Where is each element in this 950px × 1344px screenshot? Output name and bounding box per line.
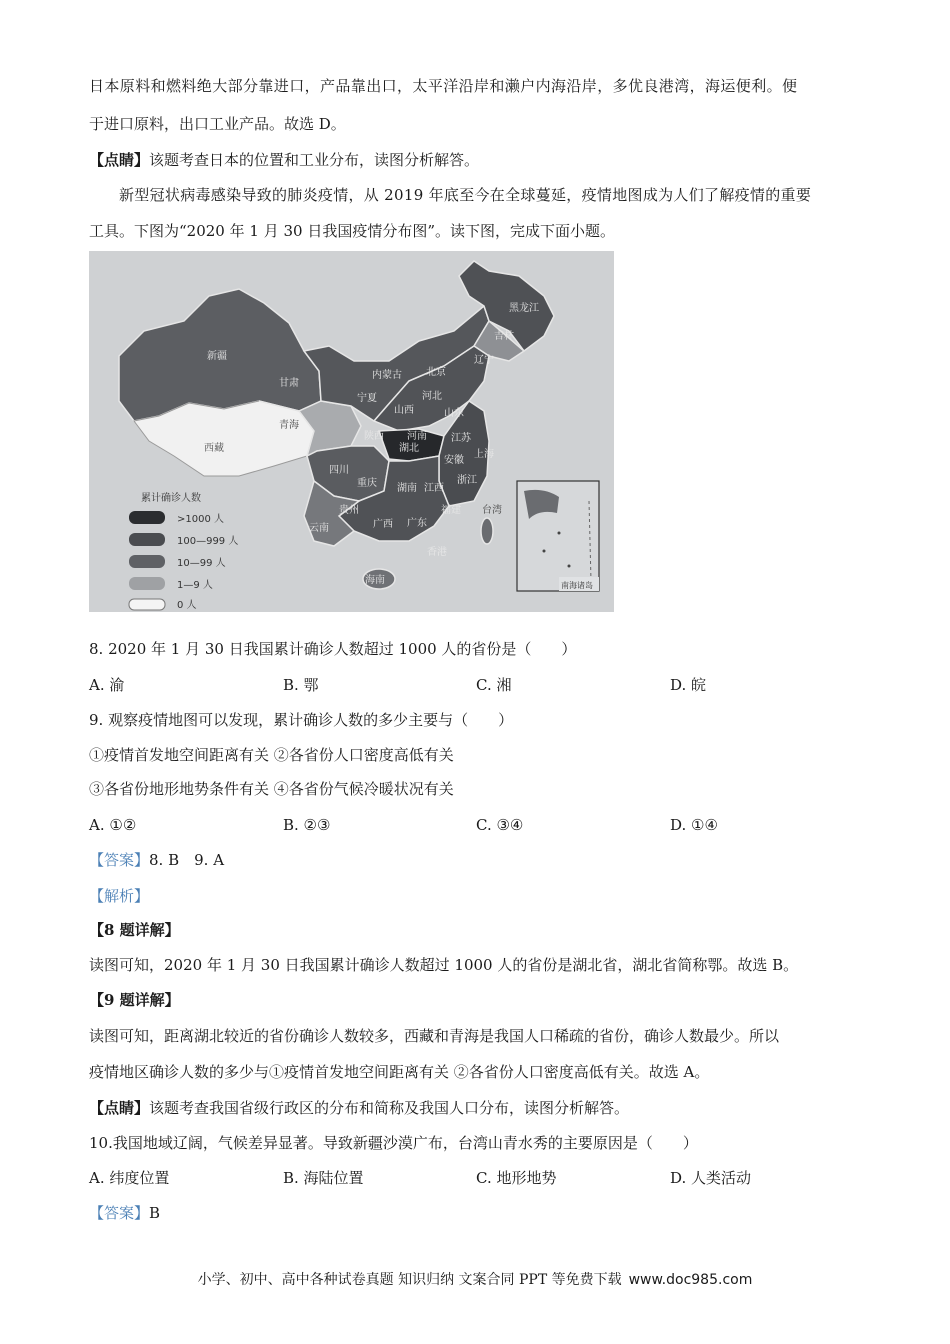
map-label: 重庆 (357, 478, 377, 489)
q9-option-d: D. ①④ (670, 816, 718, 834)
question-8-stem: 8. 2020 年 1 月 30 日我国累计确诊人数超过 1000 人的省份是（ ） (89, 640, 577, 658)
legend-swatch (129, 511, 165, 524)
legend-label: 100—999 人 (177, 536, 239, 547)
q9-option-a: A. ①② (89, 816, 137, 834)
answer-tag: 【答案】 (89, 851, 150, 869)
q10-option-b: B. 海陆位置 (283, 1169, 364, 1187)
detail-8-text: 读图可知，2020 年 1 月 30 日我国累计确诊人数超过 1000 人的省份是湖北省，湖北省简称鄂。故选 B。 (89, 956, 799, 974)
q8-option-d: D. 皖 (670, 676, 707, 694)
map-label: 河南 (407, 431, 427, 442)
map-label: 内蒙古 (372, 370, 402, 381)
map-label: 青海 (279, 420, 299, 431)
epidemic-map-figure (89, 251, 614, 612)
map-label: 新疆 (207, 351, 227, 362)
map-label: 广西 (373, 519, 393, 530)
intro-line: 工具。下图为“2020 年 1 月 30 日我国疫情分布图”。读下图，完成下面小题。 (89, 222, 615, 240)
answer-text: B (149, 1204, 161, 1222)
point-note (89, 150, 479, 170)
map-label: 山东 (444, 408, 464, 419)
point-tag: 【点睛】 (89, 1099, 150, 1117)
intro-line: 新型冠状病毒感染导致的肺炎疫情，从 2019 年底至今在全球蔓延，疫情地图成为人们了解疫情的重要 (119, 186, 812, 204)
map-label: 湖南 (397, 483, 417, 494)
point-text: 该题考查日本的位置和工业分布，读图分析解答。 (149, 151, 480, 169)
answer-tag: 【答案】 (89, 1204, 150, 1222)
map-label: 江苏 (451, 433, 471, 444)
legend-swatch (129, 533, 165, 546)
map-label: 江西 (424, 483, 444, 494)
footer-text: 小学、初中、高中各种试卷真题 知识归纳 文案合同 PPT 等免费下载 (197, 1272, 622, 1288)
map-label: 浙江 (457, 475, 477, 486)
legend-label: 0 人 (177, 600, 197, 611)
footer-link[interactable]: www.doc985.com (628, 1272, 753, 1288)
detail-9-text: 读图可知，距离湖北较近的省份确诊人数较多，西藏和青海是我国人口稀疏的省份，确诊人数最少。所以 (89, 1027, 780, 1045)
answer-line (89, 1203, 160, 1223)
map-label: 云南 (309, 523, 329, 534)
q9-option-b: B. ②③ (283, 816, 331, 834)
detail-8-heading (89, 920, 180, 940)
paragraph-line: 日本原料和燃料绝大部分靠进口，产品靠出口，太平洋沿岸和濑户内海沿岸，多优良港湾，海运便利。便 (89, 77, 798, 95)
map-label: 广东 (407, 518, 427, 529)
paragraph-line: 于进口原料，出口工业产品。故选 D。 (89, 115, 346, 133)
map-label: 台湾 (482, 505, 502, 516)
legend-swatch (129, 555, 165, 568)
map-label: 湖北 (399, 443, 419, 454)
analysis-tag: 【解析】 (89, 887, 150, 905)
china-map (89, 251, 614, 612)
answer-text: 8. B 9. A (149, 851, 225, 869)
map-label: 河北 (422, 391, 442, 402)
q10-option-d: D. 人类活动 (670, 1169, 752, 1187)
q9-statement-line: ①疫情首发地空间距离有关 ②各省份人口密度高低有关 (89, 746, 454, 764)
q8-option-c: C. 湘 (476, 676, 512, 694)
page-footer (0, 1270, 950, 1290)
map-label: 四川 (329, 465, 349, 476)
south-china-sea-inset (517, 481, 599, 591)
q8-option-b: B. 鄂 (283, 676, 319, 694)
legend-swatch (129, 599, 165, 610)
q9-statement-line: ③各省份地形地势条件有关 ④各省份气候冷暖状况有关 (89, 780, 454, 798)
map-label: 山西 (394, 405, 414, 416)
map-label: 贵州 (339, 505, 359, 516)
q10-option-a: A. 纬度位置 (89, 1169, 170, 1187)
map-label: 黑龙江 (509, 303, 539, 314)
detail-9-tag: 【9 题详解】 (89, 991, 180, 1009)
map-label: 北京 (426, 367, 446, 378)
legend-title: 累计确诊人数 (141, 493, 201, 504)
point-tag: 【点睛】 (89, 151, 150, 169)
q8-option-a: A. 渝 (89, 676, 125, 694)
legend-label: 1—9 人 (177, 580, 213, 591)
analysis-line (89, 886, 149, 906)
detail-9-text: 疫情地区确诊人数的多少与①疫情首发地空间距离有关 ②各省份人口密度高低有关。故选 A。 (89, 1063, 710, 1081)
point-text: 该题考查我国省级行政区的分布和简称及我国人口分布，读图分析解答。 (149, 1099, 630, 1117)
detail-8-tag: 【8 题详解】 (89, 921, 180, 939)
legend-label: >1000 人 (177, 514, 225, 525)
question-10-stem: 10.我国地域辽阔，气候差异显著。导致新疆沙漠广布，台湾山青水秀的主要原因是（ ） (89, 1134, 698, 1152)
map-label: 西藏 (204, 443, 224, 454)
answer-line (89, 850, 224, 870)
map-label: 上海 (474, 449, 494, 460)
detail-9-heading (89, 990, 180, 1010)
map-label: 辽宁 (474, 355, 494, 366)
q9-option-c: C. ③④ (476, 816, 524, 834)
map-label: 陕西 (364, 431, 384, 442)
region-taiwan (481, 518, 493, 544)
map-label: 海南 (365, 575, 385, 586)
map-label: 福建 (441, 505, 461, 516)
inset-label: 南海诸岛 (561, 581, 593, 590)
legend-swatch (129, 577, 165, 590)
point-note (89, 1098, 629, 1118)
map-label: 宁夏 (357, 393, 377, 404)
map-label: 吉林 (494, 331, 514, 342)
map-label: 香港 (427, 547, 447, 558)
legend-label: 10—99 人 (177, 558, 226, 569)
q10-option-c: C. 地形地势 (476, 1169, 557, 1187)
map-label: 安徽 (444, 455, 464, 466)
map-label: 甘肃 (279, 378, 299, 389)
question-9-stem: 9. 观察疫情地图可以发现，累计确诊人数的多少主要与（ ） (89, 711, 514, 729)
